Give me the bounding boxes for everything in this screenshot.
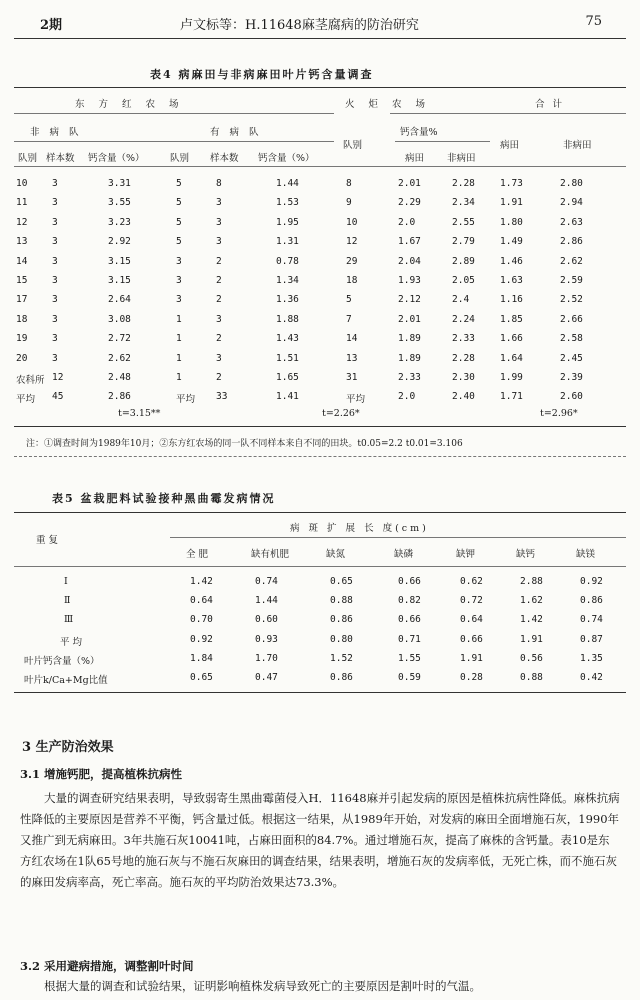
table4-cell: 2.60	[560, 391, 583, 403]
table5-top-rule	[14, 512, 626, 513]
table4-top-rule	[14, 87, 626, 88]
table4-cell: 1	[176, 372, 182, 383]
table4-cell: 20	[16, 352, 28, 364]
table4-cell: 1.36	[276, 294, 299, 306]
table4-cell: 14	[16, 255, 28, 267]
section-3-2-paragraph: 根据大量的调查和试验结果，证明影响植株发病导致死亡的主要原因是割叶时的气温。	[44, 979, 481, 993]
table4-cell: 2.52	[560, 294, 583, 306]
table4-cell: 3	[216, 352, 222, 364]
table4-cell: 1.67	[398, 236, 421, 248]
table4-cell: 1.91	[500, 197, 523, 209]
table5-cell: 0.86	[330, 614, 353, 626]
table5-cell: 0.70	[190, 614, 213, 626]
table5-cell: 1.84	[190, 652, 213, 664]
table5-cell: 1.70	[255, 652, 278, 664]
table5-col-header: 缺钙	[516, 549, 536, 560]
table4-cell: 1.89	[398, 333, 421, 345]
table4-cell: 2.94	[560, 197, 583, 209]
table4-cell: 1.89	[398, 352, 421, 364]
table4-cell: 3	[52, 313, 58, 325]
table4-cell: 平均	[16, 394, 36, 406]
table4-cell: 12	[346, 236, 358, 248]
table5-cell: 0.59	[398, 672, 421, 683]
table4-cell: 3	[52, 275, 58, 286]
table4-cell: 3	[176, 294, 182, 306]
table4-cell: 3	[216, 313, 222, 325]
table5-h-group: 病 斑 扩 展 长 度(cm)	[290, 523, 429, 534]
table5-cell: 0.62	[460, 576, 483, 587]
table5-col-header: 缺镁	[576, 549, 596, 560]
table5-cell: 1.62	[520, 595, 543, 607]
table4-cell: 8	[346, 178, 352, 189]
table5-cell: 0.74	[580, 614, 603, 626]
table5-col-header: 缺钾	[456, 549, 476, 560]
table4-cell: 2.0	[398, 391, 416, 403]
table4-cell: 1.49	[500, 236, 523, 248]
table4-cell: 3	[216, 236, 222, 248]
table5-cell: 0.66	[460, 633, 483, 645]
table4-cell: 10	[16, 178, 28, 189]
table4-group-huoju: 火炬农场	[345, 99, 440, 110]
table4-cell: 1	[176, 352, 182, 364]
table5-cell: 2.88	[520, 576, 543, 587]
table4-cell: 18	[346, 275, 358, 286]
table5-cell: 0.88	[520, 672, 543, 683]
table4-cell: 8	[216, 178, 222, 189]
table4-cell: 2.4	[452, 294, 470, 306]
table4-cell: 1.53	[276, 197, 299, 209]
table4-cell: 1.31	[276, 236, 299, 248]
table4-cell: 2.72	[108, 333, 131, 345]
table4-cell: 5	[176, 197, 182, 209]
table4-hj-bing: 病田	[500, 140, 520, 151]
table5-col-header: 缺有机肥	[251, 549, 290, 560]
table4-cell: 2.04	[398, 255, 421, 267]
section-3-title: 3 生产防治效果	[22, 740, 114, 755]
table4-hj-fei: 非病田	[563, 140, 592, 151]
table5-cell: 0.88	[330, 595, 353, 607]
table5-row-label: 叶片k/Ca+Mg比值	[24, 675, 108, 686]
table4-cell: 1.66	[500, 333, 523, 345]
table4-cell: 3	[176, 275, 182, 286]
table4-cell: 1.99	[500, 372, 523, 383]
table4-cell: 2.59	[560, 275, 583, 286]
table4-cell: 2.55	[452, 216, 475, 228]
table4-cell: 1	[176, 333, 182, 345]
table4-cell: 5	[176, 216, 182, 228]
table4-cell: 45	[52, 391, 64, 403]
table5-cell: 0.42	[580, 672, 603, 683]
table4-cell: 1.63	[500, 275, 523, 286]
table4-t2: t=2.26*	[322, 408, 360, 419]
table4-cell: 2.34	[452, 197, 475, 209]
table4-cell: 29	[346, 255, 358, 267]
table4-huoju-duibie: 队别	[343, 140, 363, 151]
table4-cell: 2.62	[560, 255, 583, 267]
table4-cell: 18	[16, 313, 28, 325]
table4-group-total: 合计	[535, 99, 571, 110]
table4-cell: 5	[176, 236, 182, 248]
table5-row-label: Ⅲ	[64, 614, 74, 626]
table4-cell: 平均	[176, 394, 196, 406]
table5-title: 表5 盆栽肥料试验接种黑曲霉发病情况	[52, 492, 276, 505]
table5-cell: 1.42	[520, 614, 543, 626]
table4-cell: 0.78	[276, 255, 299, 267]
table4-cell: 9	[346, 197, 352, 209]
table4-cell: 2	[216, 294, 222, 306]
table4-cell: 1.71	[500, 391, 523, 403]
table4-cell: 2.0	[398, 216, 416, 228]
table5-cell: 0.65	[330, 576, 353, 587]
table5-cell: 1.44	[255, 595, 278, 607]
table4-cell: 1.43	[276, 333, 299, 345]
table5-cell: 0.66	[398, 614, 421, 626]
table4-cell: 3	[52, 178, 58, 189]
table5-cell: 0.87	[580, 633, 603, 645]
table5-cell: 0.86	[330, 672, 353, 683]
table5-cell: 1.42	[190, 576, 213, 587]
table5-cell: 0.64	[460, 614, 483, 626]
table4-cell: 1.46	[500, 255, 523, 267]
table4-cell: 1.95	[276, 216, 299, 228]
table5-cell: 1.55	[398, 652, 421, 664]
table4-h-gai: 钙含量（%）	[88, 153, 145, 164]
table4-cell: 3	[52, 333, 58, 345]
table5-row-label: Ⅰ	[64, 576, 68, 587]
table4-cell: 2.01	[398, 313, 421, 325]
table4-cell: 1.73	[500, 178, 523, 189]
table5-row-label: Ⅱ	[64, 595, 71, 607]
table4-cell: 3	[52, 352, 58, 364]
table5-cell: 0.56	[520, 652, 543, 664]
table5-cell: 0.64	[190, 595, 213, 607]
table4-cell: 3.08	[108, 313, 131, 325]
table4-cell: 2.24	[452, 313, 475, 325]
table5-cell: 1.52	[330, 652, 353, 664]
table4-h-feibingtian: 非病田	[447, 153, 476, 164]
table4-cell: 2.39	[560, 372, 583, 383]
table5-row-label: 叶片钙含量（%）	[24, 655, 100, 667]
table4-cell: 2.92	[108, 236, 131, 248]
table4-cell: 13	[16, 236, 28, 248]
table4-cell: 10	[346, 216, 358, 228]
table4-cell: 2.05	[452, 275, 475, 286]
table5-row-label: 平 均	[60, 636, 83, 648]
table4-cell: 2.48	[108, 372, 131, 383]
issue-number: 2期	[40, 18, 63, 33]
table4-cell: 2	[216, 275, 222, 286]
table4-note: 注：①调查时间为1989年10月；②东方红农场的同一队不同样本来自不同的田块。t0.05=2.2 t0.01=3.106	[26, 439, 463, 449]
table4-cell: 2.40	[452, 391, 475, 403]
table4-cell: 2.30	[452, 372, 475, 383]
table5-cell: 0.93	[255, 633, 278, 645]
table4-cell: 2.58	[560, 333, 583, 345]
table4-cell: 3	[52, 255, 58, 267]
table4-cell: 11	[16, 197, 28, 209]
table4-cell: 17	[16, 294, 28, 306]
table5-cell: 0.60	[255, 614, 278, 626]
table4-cell: 3.55	[108, 197, 131, 209]
table5-cell: 0.47	[255, 672, 278, 683]
page-number: 75	[585, 14, 602, 29]
table4-cell: 12	[16, 216, 28, 228]
table4-cell: 3	[52, 197, 58, 209]
table5-col-header: 全 肥	[186, 549, 209, 560]
table4-cell: 2.29	[398, 197, 421, 209]
table4-cell: 2.33	[398, 372, 421, 383]
table4-cell: 2.80	[560, 178, 583, 189]
table4-cell: 3.15	[108, 275, 131, 286]
table4-title: 表4 病麻田与非病麻田叶片钙含量调查	[150, 68, 374, 81]
table4-cell: 33	[216, 391, 228, 403]
section-3-1-title: 3.1 增施钙肥，提高植株抗病性	[20, 767, 183, 781]
table4-cell: 19	[16, 333, 28, 345]
table4-cell: 2.01	[398, 178, 421, 189]
table4-cell: 12	[52, 372, 64, 383]
table4-cell: 农科所	[16, 375, 45, 386]
table5-col-header: 缺氮	[326, 549, 346, 560]
table4-cell: 1.80	[500, 216, 523, 228]
table4-cell: 2.86	[560, 236, 583, 248]
table4-bottom-rule	[14, 426, 626, 427]
table4-cell: 7	[346, 313, 352, 325]
table4-cell: 1.88	[276, 313, 299, 325]
table4-huoju-gai: 钙含量%	[400, 127, 438, 138]
table5-cell: 1.91	[520, 633, 543, 645]
table4-cell: 3	[52, 294, 58, 306]
page-header	[0, 14, 640, 38]
table4-cell: 5	[176, 178, 182, 189]
table4-cell: 1.51	[276, 352, 299, 364]
table4-group-dongfanghong: 东方红农场	[75, 99, 193, 110]
table4-cell: 1.85	[500, 313, 523, 325]
table4-cell: 3	[216, 216, 222, 228]
table4-cell: 2.45	[560, 352, 583, 364]
table4-cell: 2.28	[452, 178, 475, 189]
table4-cell: 1.93	[398, 275, 421, 286]
table4-cell: 1.65	[276, 372, 299, 383]
table4-cell: 3.23	[108, 216, 131, 228]
table4-sub-feibing: 非病队	[30, 127, 89, 138]
table4-cell: 2.64	[108, 294, 131, 306]
table4-h-yangben2: 样本数	[210, 153, 239, 164]
table4-cell: 3	[52, 236, 58, 248]
table4-cell: 2.12	[398, 294, 421, 306]
table5-cell: 0.86	[580, 595, 603, 607]
table4-t1: t=3.15**	[118, 408, 161, 419]
table4-cell: 2.66	[560, 313, 583, 325]
table4-cell: 14	[346, 333, 358, 345]
table4-cell: 3.15	[108, 255, 131, 267]
table4-cell: 1.64	[500, 352, 523, 364]
table5-cell: 0.92	[580, 576, 603, 587]
table5-cell: 0.74	[255, 576, 278, 587]
table5-cell: 0.82	[398, 595, 421, 607]
table4-h-gai2: 钙含量（%）	[258, 153, 315, 164]
table4-cell: 1.34	[276, 275, 299, 286]
table5-cell: 0.28	[460, 672, 483, 683]
table4-h-bingtian: 病田	[405, 153, 425, 164]
table5-cell: 0.80	[330, 633, 353, 645]
table4-cell: 13	[346, 352, 358, 364]
table5-col-header: 缺磷	[394, 549, 414, 560]
table4-cell: 2.33	[452, 333, 475, 345]
table5-cell: 0.66	[398, 576, 421, 587]
table4-cell: 1.16	[500, 294, 523, 306]
table4-cell: 1	[176, 313, 182, 325]
table4-t3: t=2.96*	[540, 408, 578, 419]
table4-h-duibie2: 队别	[170, 153, 190, 164]
table4-cell: 31	[346, 372, 358, 383]
table4-cell: 平均	[346, 394, 366, 406]
table5-cell: 0.71	[398, 633, 421, 645]
table4-cell: 2	[216, 333, 222, 345]
table4-cell: 2.63	[560, 216, 583, 228]
table4-sub-youbing: 有病队	[210, 127, 269, 138]
table4-cell: 3	[52, 216, 58, 228]
table4-cell: 2	[216, 255, 222, 267]
table4-cell: 2	[216, 372, 222, 383]
table4-cell: 1.41	[276, 391, 299, 403]
table5-cell: 1.91	[460, 652, 483, 664]
table4-cell: 1.44	[276, 178, 299, 189]
table5-cell: 0.65	[190, 672, 213, 683]
table4-cell: 3	[216, 197, 222, 209]
table4-cell: 2.28	[452, 352, 475, 364]
section-3-1-paragraph: 大量的调查研究结果表明，导致弱寄生黑曲霉菌侵入H．11648麻并引起发病的原因是植株抗病性降低。麻株抗病性降低的主要原因是营养不平衡，钙含量过低。根据这一结果，从1989年开始，对发病的麻田全面增施石灰，1990年又推广到无病麻田。3年共施石灰10041吨，占麻田面积的84.7%。通过增施石灰，提高了麻株的含钙量。表10是东方红农场在1队65号地的施石灰与不施石灰麻田的调查结果，结果表明，增施石灰的发病率低，无死亡株，而不施石灰的麻田发病率高，死亡率高。施石灰的平均防治效果达73.3%。	[20, 791, 620, 889]
table4-cell: 15	[16, 275, 28, 286]
running-title: 卢文标等：H.11648麻茎腐病的防治研究	[180, 18, 419, 33]
table4-cell: 2.79	[452, 236, 475, 248]
table5-h-repeat: 重 复	[36, 535, 59, 546]
table4-cell: 3.31	[108, 178, 131, 189]
table4-h-duibie: 队别	[18, 153, 38, 164]
table4-cell: 2.89	[452, 255, 475, 267]
table4-cell: 2.62	[108, 352, 131, 364]
table5-cell: 0.92	[190, 633, 213, 645]
table5-cell: 1.35	[580, 652, 603, 664]
header-rule	[14, 38, 626, 39]
table5-cell: 0.72	[460, 595, 483, 607]
table5-bottom-rule	[14, 692, 626, 693]
section-3-2-title: 3.2 采用避病措施，调整割叶时间	[20, 959, 194, 973]
table4-cell: 3	[176, 255, 182, 267]
table4-h-yangben: 样本数	[46, 153, 75, 164]
table4-cell: 5	[346, 294, 352, 306]
table4-cell: 2.86	[108, 391, 131, 403]
